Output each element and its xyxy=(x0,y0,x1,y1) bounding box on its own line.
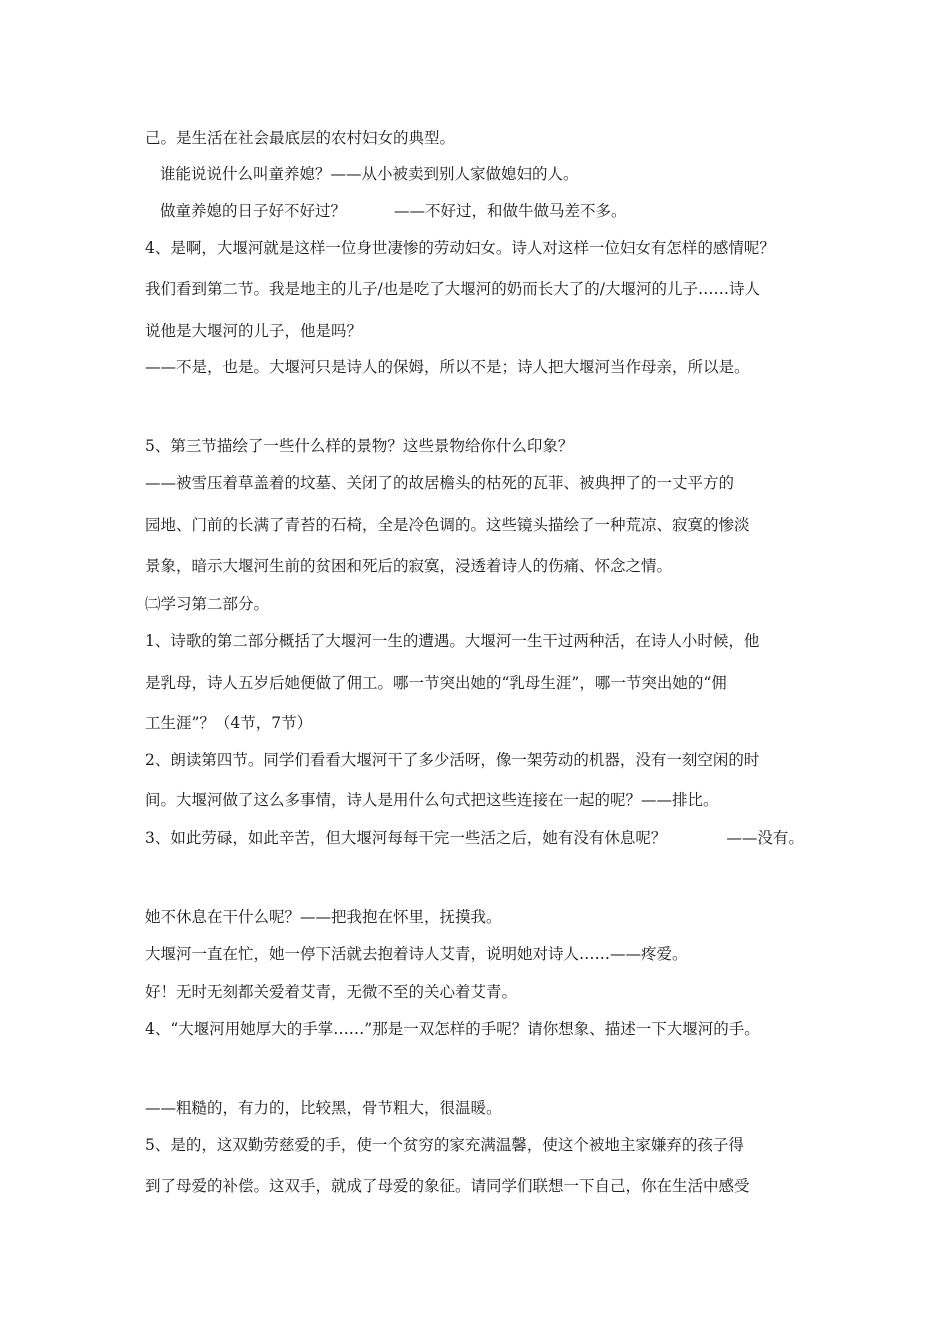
text-line: 景象，暗示大堰河生前的贫困和死后的寂寞，浸透着诗人的伤痛、怀念之情。 xyxy=(145,557,673,575)
text-line: 大堰河一直在忙，她一停下活就去抱着诗人艾青，说明她对诗人……——疼爱。 xyxy=(145,945,688,963)
text-line: 1、诗歌的第二部分概括了大堰河一生的遭遇。大堰河一生干过两种活，在诗人小时候，他 xyxy=(145,632,760,650)
text-line: 是乳母，诗人五岁后她便做了佣工。哪一节突出她的“乳母生涯”，哪一节突出她的“佣 xyxy=(145,674,727,692)
text-line xyxy=(145,828,804,848)
text-line: 她不休息在干什么呢？——把我抱在怀里，抚摸我。 xyxy=(145,908,502,926)
text-line: 4、是啊，大堰河就是这样一位身世凄惨的劳动妇女。诗人对这样一位妇女有怎样的感情呢？ xyxy=(145,239,775,257)
answer-text: ——没有。 xyxy=(726,829,804,847)
text-line: 说他是大堰河的儿子，他是吗？ xyxy=(145,322,363,340)
text-line: 2、朗读第四节。同学们看看大堰河干了多少活呀，像一架劳动的机器，没有一刻空闲的时 xyxy=(145,751,760,769)
text-line: 我们看到第二节。我是地主的儿子/也是吃了大堰河的奶而长大了的/大堰河的儿子……诗人 xyxy=(145,280,760,298)
text-line: ——被雪压着草盖着的坟墓、关闭了的故居檐头的枯死的瓦菲、被典押了的一丈平方的 xyxy=(145,474,735,492)
text-line: 间。大堰河做了这么多事情，诗人是用什么句式把这些连接在一起的呢？——排比。 xyxy=(145,791,719,809)
section-heading: ㈡学习第二部分。 xyxy=(145,595,270,613)
text-line: 到了母爱的补偿。这双手，就成了母爱的象征。请同学们联想一下自己，你在生活中感受 xyxy=(145,1177,750,1195)
text-line: 谁能说说什么叫童养媳？——从小被卖到别人家做媳妇的人。 xyxy=(160,165,579,183)
text-line: 园地、门前的长满了青苔的石椅，全是冷色调的。这些镜头描绘了一种荒凉、寂寞的惨淡 xyxy=(145,516,750,534)
answer-text: ——不好过，和做牛做马差不多。 xyxy=(394,202,627,220)
text-line xyxy=(160,201,627,221)
text-line: 己。是生活在社会最底层的农村妇女的典型。 xyxy=(145,129,456,147)
question-text: 做童养媳的日子好不好过？ xyxy=(160,202,347,220)
text-line: 工生涯”？（4节，7节） xyxy=(145,714,313,732)
text-line: ——粗糙的，有力的，比较黑，骨节粗大，很温暖。 xyxy=(145,1099,502,1117)
text-line: 5、是的，这双勤劳慈爱的手，使一个贫穷的家充满温馨，使这个被地主家嫌弃的孩子得 xyxy=(145,1136,744,1154)
question-text: 3、如此劳碌，如此辛苦，但大堰河每每干完一些活之后，她有没有休息呢？ xyxy=(145,829,667,847)
text-line: 4、“大堰河用她厚大的手掌……”那是一双怎样的手呢？请你想象、描述一下大堰河的手。 xyxy=(145,1020,760,1038)
text-line: 好！无时无刻都关爱着艾青，无微不至的关心着艾青。 xyxy=(145,983,518,1001)
text-line: 5、第三节描绘了一些什么样的景物？这些景物给你什么印象？ xyxy=(145,437,574,455)
text-line: ——不是，也是。大堰河只是诗人的保姆，所以不是；诗人把大堰河当作母亲，所以是。 xyxy=(145,358,750,376)
